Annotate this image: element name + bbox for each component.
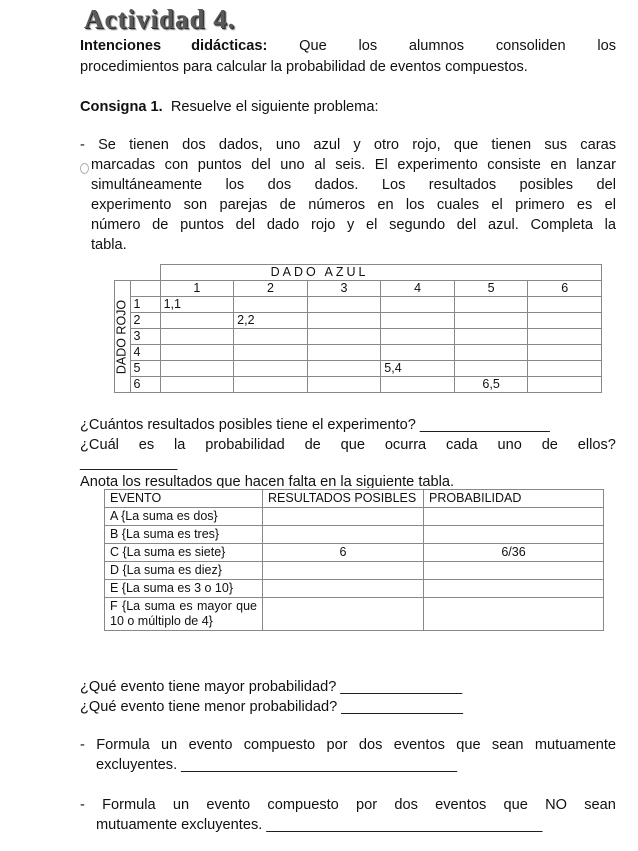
question-word: probabilidad bbox=[205, 437, 285, 453]
consigna-text: Resuelve el siguiente problema: bbox=[170, 99, 379, 115]
probability-cell bbox=[424, 598, 604, 631]
table-row bbox=[105, 562, 604, 580]
dice-cell bbox=[160, 345, 234, 361]
table-row bbox=[105, 544, 604, 562]
question-highest-probability: ¿Qué evento tiene mayor probabilidad? _______________ bbox=[80, 679, 463, 695]
table-row bbox=[115, 361, 602, 377]
results-cell bbox=[263, 526, 424, 544]
dice-col-label: 5 bbox=[454, 281, 528, 297]
dice-cell bbox=[381, 297, 455, 313]
probability-cell bbox=[424, 562, 604, 580]
formula-word: compuesto bbox=[267, 797, 339, 813]
table-row bbox=[115, 329, 602, 345]
formula-exclusive-line2: excluyentes. __________________________________ bbox=[96, 757, 458, 773]
dice-cell bbox=[454, 313, 528, 329]
table-row bbox=[105, 526, 604, 544]
intenciones-line1 bbox=[80, 36, 616, 56]
table-row bbox=[115, 377, 602, 393]
table-row bbox=[115, 297, 602, 313]
dice-cell bbox=[381, 329, 455, 345]
intenciones-word: Que bbox=[299, 38, 327, 54]
event-cell: C {La suma es siete} bbox=[105, 544, 263, 562]
page-title: Actividad 4. bbox=[84, 4, 236, 34]
dice-cell bbox=[234, 361, 308, 377]
event-table-header: EVENTO bbox=[105, 490, 263, 508]
dice-cell: 1,1 bbox=[160, 297, 234, 313]
dice-table bbox=[114, 264, 602, 393]
dice-col-label: 3 bbox=[307, 281, 381, 297]
dice-cell bbox=[234, 329, 308, 345]
event-cell: E {La suma es 3 o 10} bbox=[105, 580, 263, 598]
problem-line: tabla. bbox=[91, 237, 127, 253]
dice-row-label: 6 bbox=[130, 377, 160, 393]
question-word: que bbox=[340, 437, 365, 453]
formula-word: - bbox=[80, 797, 85, 813]
intenciones-word: los bbox=[597, 38, 616, 54]
question-word: ellos? bbox=[577, 437, 616, 453]
dice-cell bbox=[528, 377, 602, 393]
event-cell: B {La suma es tres} bbox=[105, 526, 263, 544]
table-row bbox=[105, 508, 604, 526]
formula-word: Formula bbox=[102, 797, 156, 813]
event-cell: D {La suma es diez} bbox=[105, 562, 263, 580]
intenciones-line2: procedimientos para calcular la probabilidad de eventos compuestos. bbox=[80, 59, 528, 75]
dice-table-row-header-cell bbox=[115, 281, 131, 393]
dice-cell bbox=[160, 377, 234, 393]
bullet-dot-icon bbox=[80, 163, 89, 174]
dice-col-label: 2 bbox=[234, 281, 308, 297]
intenciones-word: alumnos bbox=[408, 38, 465, 54]
dice-cell bbox=[160, 313, 234, 329]
dice-cell bbox=[528, 329, 602, 345]
table-row bbox=[115, 313, 602, 329]
table-row bbox=[105, 598, 604, 631]
table-header-row bbox=[105, 490, 604, 508]
dice-row-label: 2 bbox=[130, 313, 160, 329]
dice-cell bbox=[160, 361, 234, 377]
dice-cell bbox=[381, 377, 455, 393]
probability-cell bbox=[424, 580, 604, 598]
formula-word: dos bbox=[394, 797, 418, 813]
dice-cell bbox=[307, 361, 381, 377]
dice-cell bbox=[307, 313, 381, 329]
formula-word: que bbox=[503, 797, 528, 813]
intenciones-word: los bbox=[358, 38, 378, 54]
dice-cell bbox=[234, 345, 308, 361]
probability-cell bbox=[424, 508, 604, 526]
question-lowest-probability: ¿Qué evento tiene menor probabilidad? _______________ bbox=[80, 699, 463, 715]
dice-cell bbox=[528, 361, 602, 377]
event-table bbox=[104, 489, 604, 631]
problem-line: experimento son parejas de números en los cuales el primero es el bbox=[91, 197, 616, 213]
probability-cell: 6/36 bbox=[424, 544, 604, 562]
formula-word: por bbox=[356, 797, 378, 813]
formula-word: evento bbox=[206, 797, 251, 813]
dice-cell bbox=[234, 297, 308, 313]
dice-cell bbox=[381, 345, 455, 361]
dice-cell: 6,5 bbox=[454, 377, 528, 393]
formula-nonexclusive-line2: mutuamente excluyentes. __________________________________ bbox=[96, 817, 543, 833]
dice-cell bbox=[307, 297, 381, 313]
question-word: ¿Cuál bbox=[80, 437, 119, 453]
dice-cell bbox=[454, 361, 528, 377]
dice-row-label: 1 bbox=[130, 297, 160, 313]
formula-word: eventos bbox=[435, 797, 487, 813]
problem-line: - Se tienen dos dados, uno azul y otro rojo, que tienen sus caras bbox=[80, 137, 616, 153]
event-table-header: PROBABILIDAD bbox=[424, 490, 604, 508]
dice-cell bbox=[234, 377, 308, 393]
formula-nonexclusive-line1 bbox=[80, 795, 616, 815]
dice-cell bbox=[528, 345, 602, 361]
dice-cell: 5,4 bbox=[381, 361, 455, 377]
consigna bbox=[80, 97, 379, 117]
formula-word: un bbox=[172, 797, 190, 813]
event-cell: A {La suma es dos} bbox=[105, 508, 263, 526]
question-word: cada bbox=[446, 437, 478, 453]
question-word: la bbox=[174, 437, 186, 453]
formula-exclusive-line1: - Formula un evento compuesto por dos eventos que sean mutuamente bbox=[80, 737, 616, 753]
results-cell bbox=[263, 562, 424, 580]
problem-line: número de puntos del dado rojo y el segundo del azul. Completa la bbox=[91, 217, 616, 233]
dice-cell bbox=[454, 345, 528, 361]
dice-col-label: 4 bbox=[381, 281, 455, 297]
dice-cell bbox=[307, 377, 381, 393]
table-row bbox=[115, 345, 602, 361]
question-word: es bbox=[138, 437, 155, 453]
question-probability-blank: ____________ bbox=[80, 455, 178, 471]
question-word: de bbox=[541, 437, 558, 453]
dice-cell bbox=[307, 345, 381, 361]
formula-word: NO bbox=[545, 797, 567, 813]
intenciones-word: consoliden bbox=[495, 38, 566, 54]
dice-col-label: 6 bbox=[528, 281, 602, 297]
dice-cell bbox=[454, 297, 528, 313]
results-cell bbox=[263, 598, 424, 631]
dice-cell: 2,2 bbox=[234, 313, 308, 329]
dice-cell bbox=[307, 329, 381, 345]
dice-cell bbox=[160, 329, 234, 345]
dice-col-label: 1 bbox=[160, 281, 234, 297]
question-fill-table: Anota los resultados que hacen falta en la siguiente tabla. bbox=[80, 474, 455, 488]
dice-table-col-header: DADO AZUL bbox=[160, 265, 601, 281]
event-cell: F {La suma es mayor que 10 o múltiplo de 4} bbox=[105, 598, 263, 631]
results-cell bbox=[263, 580, 424, 598]
event-table-header: RESULTADOS POSIBLES bbox=[263, 490, 424, 508]
dice-row-label: 3 bbox=[130, 329, 160, 345]
question-total-results: ¿Cuántos resultados posibles tiene el experimento? ________________ bbox=[80, 417, 550, 433]
dice-row-label: 5 bbox=[130, 361, 160, 377]
question-word: de bbox=[304, 437, 321, 453]
dice-cell bbox=[528, 297, 602, 313]
dice-table-row-header: DADO ROJO bbox=[114, 299, 129, 374]
dice-cell bbox=[454, 329, 528, 345]
probability-cell bbox=[424, 526, 604, 544]
dice-row-label: 4 bbox=[130, 345, 160, 361]
dice-cell bbox=[528, 313, 602, 329]
table-row bbox=[105, 580, 604, 598]
formula-word: sean bbox=[584, 797, 616, 813]
question-probability-line bbox=[80, 435, 616, 455]
question-word: ocurra bbox=[384, 437, 427, 453]
results-cell bbox=[263, 508, 424, 526]
problem-line: marcadas con puntos del uno al seis. El experimento consiste en lanzar bbox=[91, 157, 616, 173]
consigna-label: Consigna 1. bbox=[80, 99, 163, 115]
dice-cell bbox=[381, 313, 455, 329]
question-word: uno bbox=[497, 437, 522, 453]
intenciones-label: Intenciones didácticas: bbox=[80, 38, 268, 54]
problem-line: simultáneamente los dos dados. Los resultados posibles del bbox=[91, 177, 616, 193]
results-cell: 6 bbox=[263, 544, 424, 562]
